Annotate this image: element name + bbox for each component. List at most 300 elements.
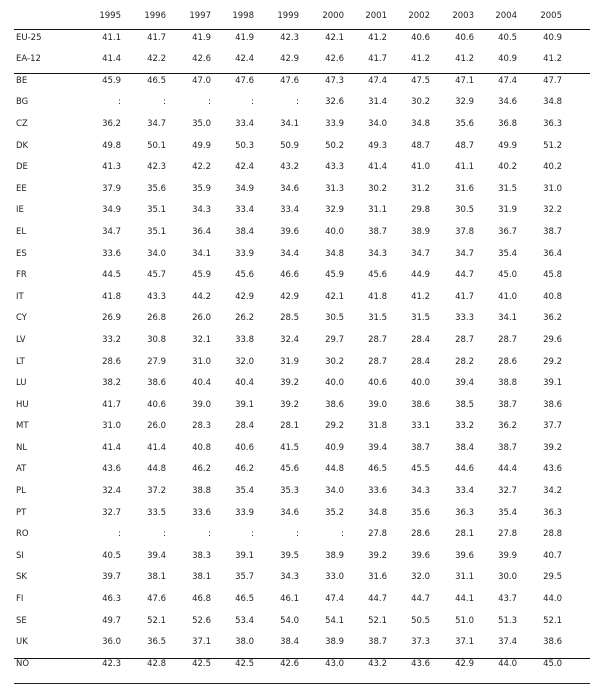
row-label: DK [16, 140, 29, 151]
table-cell: 31.9 [498, 205, 517, 216]
table-row [14, 244, 590, 266]
table-row [14, 416, 590, 438]
table-cell: 38.7 [498, 442, 517, 453]
table-cell: 36.5 [147, 637, 166, 648]
table-cell: 42.3 [102, 658, 121, 669]
table-cell: 31.2 [411, 183, 430, 194]
table-cell: 27.8 [498, 529, 517, 540]
table-cell: 46.5 [368, 464, 387, 475]
table-cell: 31.9 [280, 356, 299, 367]
table-cell: 34.1 [192, 248, 211, 259]
row-label: LT [16, 356, 25, 367]
table-row [14, 438, 590, 460]
table-cell: 44.5 [102, 270, 121, 281]
table-cell: 33.2 [102, 334, 121, 345]
table-cell: 41.2 [411, 54, 430, 65]
table-cell: 33.9 [235, 507, 254, 518]
table-cell: 34.1 [280, 118, 299, 129]
table-cell: 44.7 [455, 270, 474, 281]
table-row [14, 395, 590, 417]
table-cell: 30.0 [498, 572, 517, 583]
table-cell: 32.7 [102, 507, 121, 518]
table-cell: 40.6 [368, 378, 387, 389]
table-cell: 33.6 [192, 507, 211, 518]
table-cell: 35.6 [147, 183, 166, 194]
table-cell: 42.6 [192, 54, 211, 65]
table-cell: 31.1 [455, 572, 474, 583]
table-cell: 41.2 [455, 54, 474, 65]
table-cell: 34.2 [543, 486, 562, 497]
table-row [14, 524, 590, 546]
table-row [14, 503, 590, 525]
table-cell: 35.9 [192, 183, 211, 194]
table-cell: 38.1 [192, 572, 211, 583]
table-cell: 31.5 [368, 313, 387, 324]
table-cell: 38.4 [235, 226, 254, 237]
table-cell: 29.5 [543, 572, 562, 583]
table-cell: 33.6 [368, 486, 387, 497]
table-cell: 50.9 [280, 140, 299, 151]
table-row [14, 611, 590, 633]
table-cell: 44.8 [325, 464, 344, 475]
table-cell: 31.3 [325, 183, 344, 194]
table-cell: 39.6 [455, 550, 474, 561]
table-cell: 40.5 [102, 550, 121, 561]
table-cell: 35.0 [192, 118, 211, 129]
year-header: 1999 [277, 11, 299, 21]
table-cell: 47.4 [325, 594, 344, 605]
table-cell: 40.2 [498, 162, 517, 173]
table-cell: 28.4 [411, 334, 430, 345]
table-cell: 36.2 [498, 421, 517, 432]
table-cell: 41.4 [368, 162, 387, 173]
table-cell: 31.0 [543, 183, 562, 194]
table-cell: 33.1 [411, 421, 430, 432]
table-cell: 41.9 [235, 32, 254, 43]
table-row [14, 92, 590, 114]
table-cell: 38.7 [368, 226, 387, 237]
table-cell: 32.0 [411, 572, 430, 583]
table-cell: : [208, 529, 211, 540]
table-row [14, 373, 590, 395]
table-cell: 35.6 [411, 507, 430, 518]
table-cell: 41.9 [192, 32, 211, 43]
table-cell: 34.8 [543, 97, 562, 108]
table-cell: 27.9 [147, 356, 166, 367]
table-cell: 40.9 [325, 442, 344, 453]
table-cell: 45.8 [543, 270, 562, 281]
table-cell: 44.6 [455, 464, 474, 475]
table-cell: 41.7 [102, 399, 121, 410]
table-cell: 42.9 [280, 54, 299, 65]
table-row [14, 330, 590, 352]
table-cell: 37.9 [102, 183, 121, 194]
row-label: CZ [16, 118, 28, 129]
table-cell: 49.9 [498, 140, 517, 151]
table-cell: 46.2 [192, 464, 211, 475]
table-cell: 42.4 [235, 162, 254, 173]
table-cell: 38.8 [498, 378, 517, 389]
table-cell: 34.9 [102, 205, 121, 216]
table-cell: 42.2 [147, 54, 166, 65]
table-cell: 46.6 [280, 270, 299, 281]
table-cell: 41.7 [147, 32, 166, 43]
table-cell: 33.0 [325, 572, 344, 583]
table-cell: 29.8 [411, 205, 430, 216]
row-label: PT [16, 507, 27, 518]
table-cell: 28.6 [498, 356, 517, 367]
year-header: 1997 [189, 11, 211, 21]
table-cell: 26.0 [147, 421, 166, 432]
table-cell: 40.4 [192, 378, 211, 389]
year-header: 2004 [495, 11, 517, 21]
table-cell: 47.5 [411, 75, 430, 86]
table-cell: 40.6 [411, 32, 430, 43]
table-cell: 26.2 [235, 313, 254, 324]
table-cell: 38.3 [192, 550, 211, 561]
table-cell: : [208, 97, 211, 108]
table-cell: 41.0 [411, 162, 430, 173]
row-label: NO [16, 658, 30, 669]
table-cell: 31.5 [411, 313, 430, 324]
table-cell: 43.2 [368, 658, 387, 669]
table-cell: 34.8 [325, 248, 344, 259]
table-cell: 38.7 [368, 637, 387, 648]
table-cell: 42.2 [192, 162, 211, 173]
table-cell: 30.8 [147, 334, 166, 345]
table-cell: 52.1 [147, 615, 166, 626]
table-row [14, 632, 590, 654]
table-cell: 30.2 [368, 183, 387, 194]
table-cell: : [296, 97, 299, 108]
table-cell: 34.0 [325, 486, 344, 497]
table-cell: 43.7 [498, 594, 517, 605]
table-cell: 32.6 [325, 97, 344, 108]
table-cell: : [163, 529, 166, 540]
table-cell: 41.2 [543, 54, 562, 65]
table-cell: 33.4 [280, 205, 299, 216]
table-cell: 32.7 [498, 486, 517, 497]
table-row [14, 179, 590, 201]
table-cell: 39.5 [280, 550, 299, 561]
table-cell: 35.4 [498, 507, 517, 518]
row-label: EE [16, 183, 27, 194]
table-cell: 37.3 [411, 637, 430, 648]
table-cell: 36.3 [543, 118, 562, 129]
table-cell: 45.0 [543, 658, 562, 669]
table-cell: 28.4 [411, 356, 430, 367]
table-cell: 51.3 [498, 615, 517, 626]
table-cell: 34.1 [498, 313, 517, 324]
table-row [14, 546, 590, 568]
row-label: UK [16, 637, 28, 648]
table-cell: 53.4 [235, 615, 254, 626]
table-cell: 41.2 [368, 32, 387, 43]
table-cell: 40.6 [235, 442, 254, 453]
table-cell: 40.7 [543, 550, 562, 561]
table-cell: 36.8 [498, 118, 517, 129]
table-cell: 43.6 [543, 464, 562, 475]
table-cell: 45.5 [411, 464, 430, 475]
table-cell: 39.1 [235, 550, 254, 561]
table-cell: 27.8 [368, 529, 387, 540]
table-row [14, 200, 590, 222]
table-cell: 34.7 [411, 248, 430, 259]
table-cell: 38.7 [498, 399, 517, 410]
table-cell: 36.3 [543, 507, 562, 518]
table-cell: 41.1 [455, 162, 474, 173]
table-cell: 39.9 [498, 550, 517, 561]
table-cell: 26.9 [102, 313, 121, 324]
table-cell: 28.6 [411, 529, 430, 540]
year-header: 2005 [540, 11, 562, 21]
table-cell: 41.8 [102, 291, 121, 302]
row-label: PL [16, 486, 26, 497]
row-label: BE [16, 75, 28, 86]
table-cell: 34.8 [411, 118, 430, 129]
table-cell: 44.7 [411, 594, 430, 605]
table-cell: 54.1 [325, 615, 344, 626]
table-cell: 38.6 [543, 637, 562, 648]
table-cell: 32.2 [543, 205, 562, 216]
table-cell: 37.4 [498, 637, 517, 648]
table-cell: 47.0 [192, 75, 211, 86]
row-label: SI [16, 550, 24, 561]
data-table [14, 6, 590, 675]
table-cell: 31.0 [192, 356, 211, 367]
table-row [14, 71, 590, 93]
row-label: IT [16, 291, 24, 302]
table-cell: 46.2 [235, 464, 254, 475]
table-cell: 41.7 [455, 291, 474, 302]
table-cell: 42.6 [280, 658, 299, 669]
table-cell: 34.7 [147, 118, 166, 129]
table-cell: 34.7 [102, 226, 121, 237]
table-cell: 38.6 [147, 378, 166, 389]
table-cell: 34.3 [368, 248, 387, 259]
table-cell: 39.2 [543, 442, 562, 453]
table-cell: : [251, 97, 254, 108]
row-label: MT [16, 421, 29, 432]
table-cell: 47.1 [455, 75, 474, 86]
table-row [14, 654, 590, 676]
table-cell: 35.1 [147, 205, 166, 216]
table-cell: 38.2 [102, 378, 121, 389]
table-cell: 45.9 [325, 270, 344, 281]
table-cell: 28.6 [102, 356, 121, 367]
table-cell: 46.5 [235, 594, 254, 605]
table-cell: : [251, 529, 254, 540]
table-cell: 38.8 [192, 486, 211, 497]
table-cell: 36.2 [102, 118, 121, 129]
year-header: 1996 [144, 11, 166, 21]
table-cell: 33.4 [235, 205, 254, 216]
row-label: NL [16, 442, 28, 453]
table-cell: 49.3 [368, 140, 387, 151]
table-cell: 40.0 [325, 226, 344, 237]
table-cell: 30.2 [411, 97, 430, 108]
table-row [14, 481, 590, 503]
row-label: DE [16, 162, 28, 173]
table-cell: 30.2 [325, 356, 344, 367]
table-cell: 28.2 [455, 356, 474, 367]
row-label: CY [16, 313, 27, 324]
table-cell: 47.7 [543, 75, 562, 86]
table-cell: 44.8 [147, 464, 166, 475]
table-cell: 26.0 [192, 313, 211, 324]
table-cell: 28.7 [498, 334, 517, 345]
table-cell: 41.5 [280, 442, 299, 453]
table-cell: 36.2 [543, 313, 562, 324]
table-cell: 40.5 [498, 32, 517, 43]
table-cell: 37.8 [455, 226, 474, 237]
table-cell: 42.9 [280, 291, 299, 302]
table-cell: 49.7 [102, 615, 121, 626]
table-cell: 40.4 [235, 378, 254, 389]
table-row [14, 287, 590, 309]
table-cell: 38.9 [411, 226, 430, 237]
table-cell: 51.0 [455, 615, 474, 626]
table-cell: 49.9 [192, 140, 211, 151]
table-cell: 43.3 [147, 291, 166, 302]
table-cell: 40.8 [192, 442, 211, 453]
table-cell: 36.0 [102, 637, 121, 648]
table-cell: 26.8 [147, 313, 166, 324]
table-cell: 34.4 [280, 248, 299, 259]
table-cell: 38.9 [325, 637, 344, 648]
table-cell: 36.7 [498, 226, 517, 237]
table-cell: 38.5 [455, 399, 474, 410]
table-cell: 39.4 [368, 442, 387, 453]
table-cell: 39.2 [280, 378, 299, 389]
table-cell: 34.3 [192, 205, 211, 216]
table-cell: 35.4 [498, 248, 517, 259]
row-label: FI [16, 594, 24, 605]
table-cell: 39.7 [102, 572, 121, 583]
table-cell: 35.7 [235, 572, 254, 583]
table-cell: 40.9 [543, 32, 562, 43]
table-cell: 34.6 [280, 507, 299, 518]
table-cell: 28.7 [455, 334, 474, 345]
table-cell: 40.9 [498, 54, 517, 65]
table-cell: 37.2 [147, 486, 166, 497]
row-label: RO [16, 529, 29, 540]
table-cell: 47.6 [147, 594, 166, 605]
table-cell: 37.1 [192, 637, 211, 648]
table-cell: 39.6 [280, 226, 299, 237]
bottom-rule [14, 683, 590, 684]
table-row [14, 28, 590, 50]
year-header: 2002 [408, 11, 430, 21]
table-cell: 30.5 [455, 205, 474, 216]
table-cell: 40.6 [147, 399, 166, 410]
row-label: BG [16, 97, 29, 108]
table-cell: 45.6 [368, 270, 387, 281]
table-cell: 39.2 [280, 399, 299, 410]
table-cell: 36.4 [192, 226, 211, 237]
table-cell: 40.0 [411, 378, 430, 389]
year-header: 1995 [99, 11, 121, 21]
table-cell: 39.0 [192, 399, 211, 410]
table-cell: 42.1 [325, 32, 344, 43]
table-cell: 42.3 [280, 32, 299, 43]
table-cell: 38.6 [411, 399, 430, 410]
table-row [14, 136, 590, 158]
table-cell: 42.8 [147, 658, 166, 669]
table-cell: 39.6 [411, 550, 430, 561]
table-cell: 44.0 [498, 658, 517, 669]
table-cell: 41.7 [368, 54, 387, 65]
table-cell: 32.0 [235, 356, 254, 367]
table-cell: 45.9 [192, 270, 211, 281]
table-cell: 28.3 [192, 421, 211, 432]
table-cell: 41.3 [102, 162, 121, 173]
table-cell: 44.9 [411, 270, 430, 281]
year-header: 2000 [322, 11, 344, 21]
table-cell: 33.4 [455, 486, 474, 497]
table-cell: 28.7 [368, 334, 387, 345]
table-cell: 45.9 [102, 75, 121, 86]
table-cell: 50.5 [411, 615, 430, 626]
table-row [14, 49, 590, 71]
table-cell: 29.7 [325, 334, 344, 345]
table-cell: 35.6 [455, 118, 474, 129]
table-cell: 33.8 [235, 334, 254, 345]
table-cell: 41.4 [102, 442, 121, 453]
table-cell: 49.8 [102, 140, 121, 151]
row-label: AT [16, 464, 27, 475]
table-cell: 46.1 [280, 594, 299, 605]
table-cell: 39.1 [235, 399, 254, 410]
table-cell: 45.7 [147, 270, 166, 281]
table-cell: 39.2 [368, 550, 387, 561]
table-row [14, 114, 590, 136]
table-cell: 39.4 [455, 378, 474, 389]
row-label: FR [16, 270, 27, 281]
table-cell: 39.0 [368, 399, 387, 410]
table-cell: 44.0 [543, 594, 562, 605]
table-cell: 38.4 [280, 637, 299, 648]
table-cell: 47.4 [498, 75, 517, 86]
table-cell: 38.0 [235, 637, 254, 648]
row-label: HU [16, 399, 29, 410]
row-label: EL [16, 226, 27, 237]
table-cell: 38.6 [543, 399, 562, 410]
table-cell: 34.9 [235, 183, 254, 194]
year-header: 2003 [452, 11, 474, 21]
table-cell: 42.9 [455, 658, 474, 669]
table-cell: 41.1 [102, 32, 121, 43]
row-label: ES [16, 248, 27, 259]
table-cell: 37.7 [543, 421, 562, 432]
year-header: 1998 [232, 11, 254, 21]
table-cell: 50.1 [147, 140, 166, 151]
table-cell: : [163, 97, 166, 108]
table-cell: 43.3 [325, 162, 344, 173]
table-cell: 47.3 [325, 75, 344, 86]
table-cell: 34.8 [368, 507, 387, 518]
table-row [14, 157, 590, 179]
table-cell: 28.1 [455, 529, 474, 540]
table-cell: 34.0 [368, 118, 387, 129]
table-cell: 33.2 [455, 421, 474, 432]
table-cell: 31.0 [102, 421, 121, 432]
table-cell: 50.2 [325, 140, 344, 151]
table-cell: 28.8 [543, 529, 562, 540]
table-cell: 42.6 [325, 54, 344, 65]
table-cell: 44.7 [368, 594, 387, 605]
table-cell: 31.5 [498, 183, 517, 194]
